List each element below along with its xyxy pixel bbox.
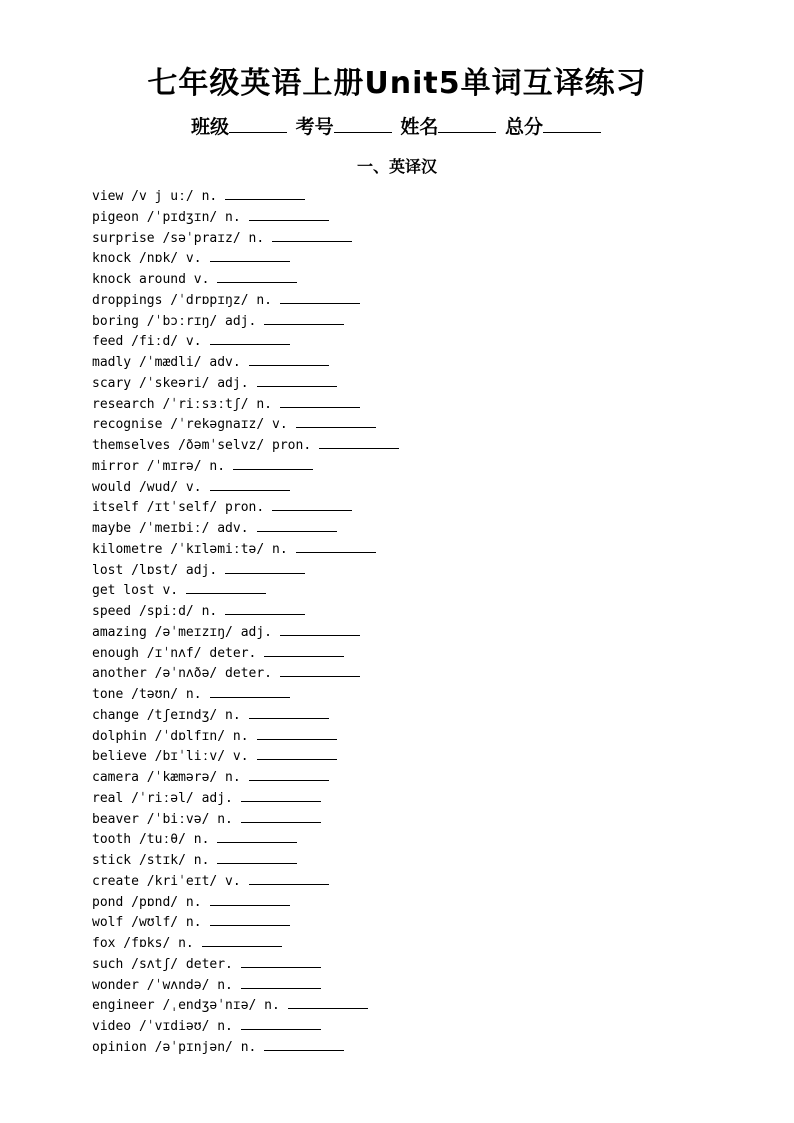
answer-blank[interactable] <box>319 435 399 449</box>
name-blank[interactable] <box>438 114 496 133</box>
word-item <box>92 871 399 892</box>
word-item <box>92 829 399 850</box>
word-text: change /tʃeɪndʒ/ n. <box>92 707 241 723</box>
word-text: wolf /wʊlf/ n. <box>92 915 202 931</box>
word-item <box>92 705 399 726</box>
word-text: dolphin /ˈdɒlfɪn/ n. <box>92 728 249 744</box>
word-text: lost /lɒst/ adj. <box>92 562 218 578</box>
word-item <box>92 248 399 269</box>
answer-blank[interactable] <box>241 975 321 989</box>
answer-blank[interactable] <box>296 539 376 553</box>
word-text: itself /ɪtˈself/ pron. <box>92 500 265 516</box>
score-label: 总分 <box>504 116 543 138</box>
word-text: would /wud/ v. <box>92 479 202 495</box>
answer-blank[interactable] <box>233 456 313 470</box>
answer-blank[interactable] <box>257 726 337 740</box>
answer-blank[interactable] <box>257 746 337 760</box>
word-item <box>92 228 399 249</box>
word-text: tone /təʊn/ n. <box>92 687 202 702</box>
word-item <box>92 1037 399 1058</box>
answer-blank[interactable] <box>257 518 337 532</box>
word-text: amazing /əˈmeɪzɪŋ/ adj. <box>92 624 273 640</box>
answer-blank[interactable] <box>280 663 360 677</box>
word-item <box>92 539 399 560</box>
answer-blank[interactable] <box>186 580 266 594</box>
word-item <box>92 933 399 954</box>
answer-blank[interactable] <box>210 477 290 491</box>
word-item <box>92 663 399 684</box>
word-item <box>92 912 399 933</box>
answer-blank[interactable] <box>288 995 368 1009</box>
word-item <box>92 186 399 207</box>
word-item <box>92 435 399 456</box>
answer-blank[interactable] <box>241 788 321 802</box>
answer-blank[interactable] <box>249 871 329 885</box>
score-blank[interactable] <box>543 114 601 133</box>
word-text: research /ˈriːsɜːtʃ/ n. <box>92 396 273 412</box>
word-text: boring /ˈbɔːrɪŋ/ adj. <box>92 313 257 329</box>
word-text: video /ˈvɪdiəʊ/ n. <box>92 1019 233 1034</box>
section-title: 一、英译汉 <box>356 157 437 176</box>
word-item <box>92 622 399 643</box>
answer-blank[interactable] <box>280 290 360 304</box>
answer-blank[interactable] <box>217 850 297 864</box>
word-text: pond /pɒnd/ n. <box>92 894 202 910</box>
answer-blank[interactable] <box>210 892 290 906</box>
word-item <box>92 456 399 477</box>
word-text: another /əˈnʌðə/ deter. <box>92 666 273 682</box>
student-info-line <box>0 112 794 139</box>
word-item <box>92 580 399 601</box>
word-item <box>92 477 399 498</box>
class-blank[interactable] <box>229 114 287 133</box>
word-item <box>92 394 399 415</box>
word-item <box>92 643 399 664</box>
word-text: believe /bɪˈliːv/ v. <box>92 749 249 765</box>
word-text: scary /ˈskeəri/ adj. <box>92 375 249 391</box>
word-text: engineer /ˌendʒəˈnɪə/ n. <box>92 998 280 1014</box>
answer-blank[interactable] <box>225 186 305 200</box>
word-text: such /sʌtʃ/ deter. <box>92 956 233 972</box>
word-item <box>92 995 399 1016</box>
word-item <box>92 497 399 518</box>
answer-blank[interactable] <box>272 497 352 511</box>
word-item <box>92 954 399 975</box>
word-text: kilometre /ˈkɪləmiːtə/ n. <box>92 541 288 557</box>
word-item <box>92 601 399 622</box>
word-item <box>92 850 399 871</box>
answer-blank[interactable] <box>225 560 305 574</box>
word-list <box>92 186 399 1058</box>
answer-blank[interactable] <box>217 269 297 283</box>
word-item <box>92 269 399 290</box>
word-text: opinion /əˈpɪnjən/ n. <box>92 1039 257 1055</box>
word-text: enough /ɪˈnʌf/ deter. <box>92 645 257 661</box>
answer-blank[interactable] <box>296 414 376 428</box>
answer-blank[interactable] <box>241 809 321 823</box>
word-text: surprise /səˈpraɪz/ n. <box>92 230 265 246</box>
word-text: feed /fiːd/ v. <box>92 334 202 350</box>
word-item <box>92 788 399 809</box>
answer-blank[interactable] <box>264 1037 344 1051</box>
answer-blank[interactable] <box>241 1016 321 1030</box>
word-text: create /kriˈeɪt/ v. <box>92 873 241 889</box>
word-item <box>92 684 399 705</box>
word-text: knock /nɒk/ v. <box>92 251 202 267</box>
word-text: speed /spiːd/ n. <box>92 604 218 619</box>
word-text: fox /fɒks/ n. <box>92 936 194 951</box>
word-item <box>92 518 399 539</box>
word-text: camera /ˈkæmərə/ n. <box>92 770 241 785</box>
word-text: mirror /ˈmɪrə/ n. <box>92 458 226 474</box>
word-item <box>92 892 399 913</box>
answer-blank[interactable] <box>249 352 329 366</box>
word-text: wonder /ˈwʌndə/ n. <box>92 977 233 993</box>
word-text: themselves /ðəmˈselvz/ pron. <box>92 438 312 453</box>
number-blank[interactable] <box>334 114 392 133</box>
word-text: droppings /ˈdrɒpɪŋz/ n. <box>92 292 273 308</box>
word-text: knock around v. <box>92 272 210 287</box>
word-item <box>92 746 399 767</box>
word-item <box>92 331 399 352</box>
word-item <box>92 975 399 996</box>
word-item <box>92 352 399 373</box>
word-text: get lost v. <box>92 583 179 599</box>
worksheet-title: 七年级英语上册Unit5单词互译练习 <box>147 66 647 101</box>
answer-blank[interactable] <box>264 311 344 325</box>
word-text: pigeon /ˈpɪdʒɪn/ n. <box>92 209 241 225</box>
word-text: stick /stɪk/ n. <box>92 853 210 868</box>
word-item <box>92 726 399 747</box>
word-item <box>92 414 399 435</box>
answer-blank[interactable] <box>210 912 290 926</box>
answer-blank[interactable] <box>280 394 360 408</box>
answer-blank[interactable] <box>249 705 329 719</box>
answer-blank[interactable] <box>210 684 290 698</box>
word-text: madly /ˈmædli/ adv. <box>92 355 241 370</box>
class-label: 班级 <box>191 116 230 138</box>
word-item <box>92 809 399 830</box>
answer-blank[interactable] <box>225 601 305 615</box>
answer-blank[interactable] <box>249 207 329 221</box>
answer-blank[interactable] <box>257 373 337 387</box>
answer-blank[interactable] <box>210 331 290 345</box>
word-item <box>92 290 399 311</box>
word-text: tooth /tuːθ/ n. <box>92 832 210 848</box>
word-item <box>92 767 399 788</box>
word-item <box>92 1016 399 1037</box>
word-text: beaver /ˈbiːvə/ n. <box>92 811 233 827</box>
name-label: 姓名 <box>400 116 439 138</box>
number-label: 考号 <box>295 116 334 138</box>
word-item <box>92 311 399 332</box>
word-text: recognise /ˈrekəgnaɪz/ v. <box>92 417 288 433</box>
word-item <box>92 207 399 228</box>
answer-blank[interactable] <box>249 767 329 781</box>
answer-blank[interactable] <box>241 954 321 968</box>
answer-blank[interactable] <box>272 228 352 242</box>
word-text: maybe /ˈmeɪbiː/ adv. <box>92 521 249 536</box>
answer-blank[interactable] <box>217 829 297 843</box>
answer-blank[interactable] <box>210 248 290 262</box>
word-text: real /ˈriːəl/ adj. <box>92 790 233 806</box>
word-item <box>92 373 399 394</box>
answer-blank[interactable] <box>280 622 360 636</box>
answer-blank[interactable] <box>264 643 344 657</box>
word-item <box>92 560 399 581</box>
answer-blank[interactable] <box>202 933 282 947</box>
word-text: view /v j uː/ n. <box>92 189 218 204</box>
